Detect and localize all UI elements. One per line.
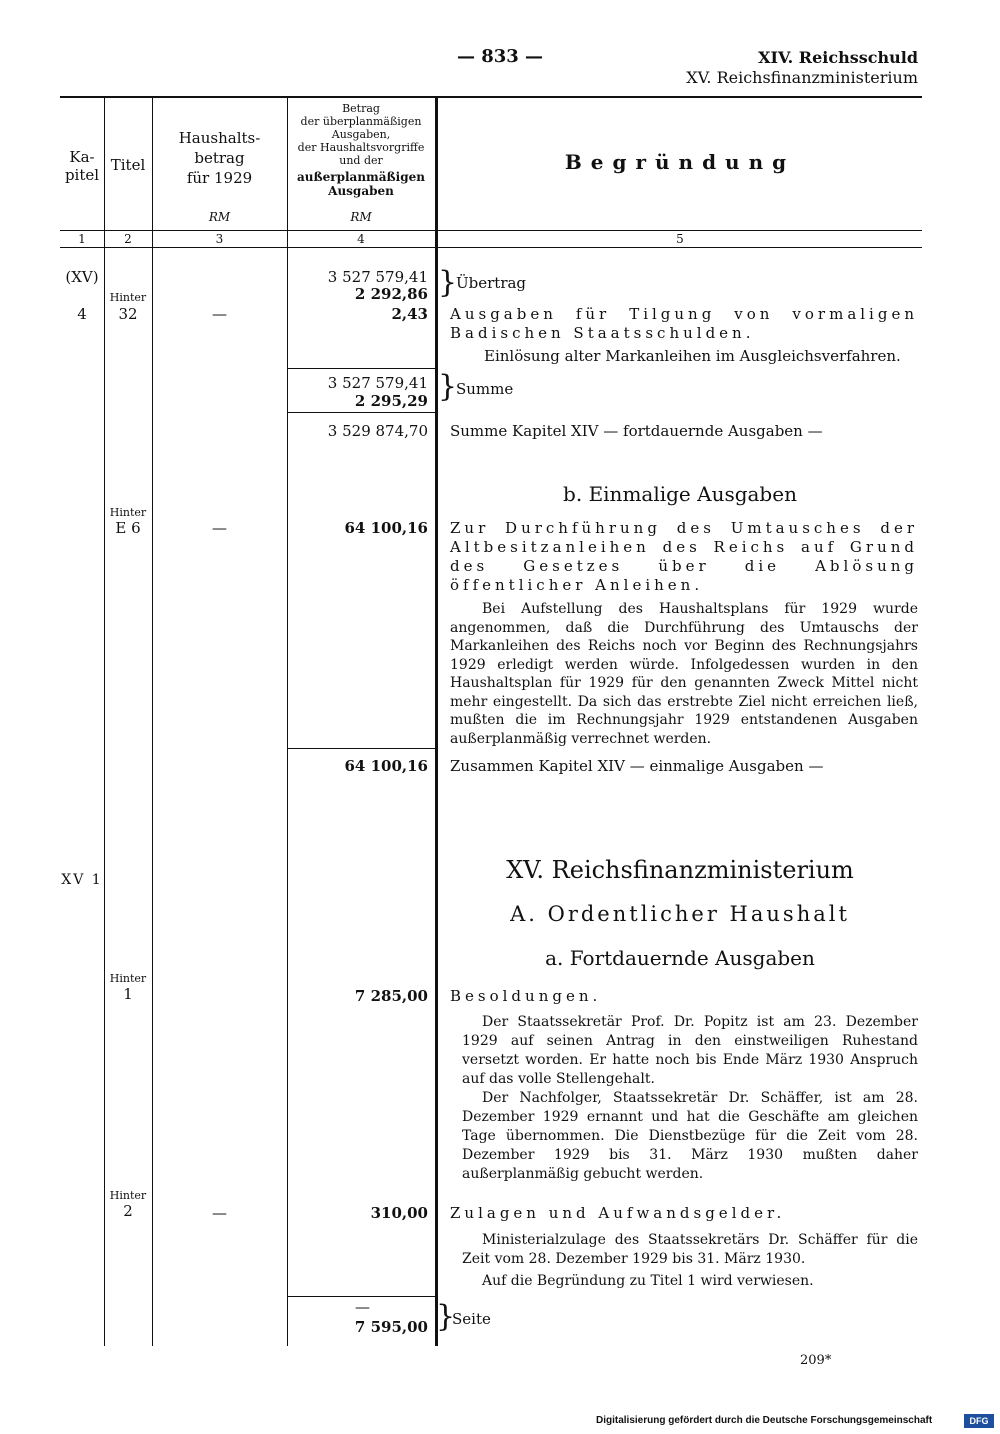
row-text: Auf die Begründung zu Titel 1 wird verwiesen. xyxy=(482,1273,814,1289)
brace: } xyxy=(438,265,458,300)
amount-cell: 3 529 874,70 xyxy=(327,422,428,440)
amount-cell: 2 295,29 xyxy=(354,392,428,410)
chapter-subtitle: A. Ordentlicher Haushalt xyxy=(510,902,850,926)
column-divider-2 xyxy=(152,96,153,1346)
row-text: Summe Kapitel XIV — fortdauernde Ausgaben — xyxy=(450,422,823,440)
sum-rule xyxy=(287,368,435,369)
hinter-label: Hinter xyxy=(109,1189,147,1202)
amount-cell: 2,43 xyxy=(391,305,428,323)
page-number: — 833 — xyxy=(456,46,544,67)
amount-cell: 310,00 xyxy=(370,1204,428,1222)
running-title-1: XIV. Reichsschuld xyxy=(758,48,918,67)
table-top-rule xyxy=(60,96,922,98)
column-number-1: 1 xyxy=(78,232,86,246)
amount-cell: 7 285,00 xyxy=(354,987,428,1005)
titel-cell: 2 xyxy=(123,1202,133,1220)
row-heading: Besoldungen. xyxy=(450,987,602,1005)
kapitel-cell: XV 1 xyxy=(61,872,103,888)
amount-cell: 3 527 579,41 xyxy=(327,268,428,286)
header-kapitel: Ka- pitel xyxy=(64,148,100,184)
amount-cell: 7 595,00 xyxy=(354,1318,428,1336)
brace: } xyxy=(438,369,458,404)
chapter-title: XV. Reichsfinanzministerium xyxy=(506,856,854,884)
brace: } xyxy=(436,1299,456,1334)
hinter-label: Hinter xyxy=(109,972,147,985)
header-betrag-ausserplan: außerplanmäßigen Ausgaben xyxy=(297,170,425,198)
header-betrag: Betrag der überplanmäßigen Ausgaben, der Haushaltsvorgriffe und der xyxy=(297,102,425,167)
haushalt-cell: — xyxy=(212,305,227,323)
header-titel: Titel xyxy=(110,156,146,174)
header-begruendung: Begründung xyxy=(564,150,796,174)
section-heading: b. Einmalige Ausgaben xyxy=(563,482,797,506)
column-number-3: 3 xyxy=(215,232,224,246)
row-heading: Ausgaben für Tilgung von vormaligen Badischen Staatsschulden. xyxy=(450,305,918,342)
hinter-label: Hinter xyxy=(109,506,147,519)
haushalt-cell: — xyxy=(212,519,227,537)
haushalt-cell: — xyxy=(212,1204,227,1222)
titel-cell: E 6 xyxy=(115,519,141,537)
dfg-logo: DFG xyxy=(964,1414,994,1428)
column-number-rule-top xyxy=(60,230,922,231)
column-divider-3 xyxy=(287,96,288,1346)
amount-cell: 2 292,86 xyxy=(354,285,428,303)
row-text: Der Nachfolger, Staatssekretär Dr. Schäffer, ist am 28. Dezember 1929 ernannt und hat die Geschäfte am gleichen Tage übernommen. Die Dienstbezüge für die Zeit vom 28. Dezember 1929 bis 31. März 1930 mußten daher außerplanmäßig gebucht werden. xyxy=(462,1090,918,1182)
row-text: Übertrag xyxy=(456,274,527,292)
kapitel-cell: 4 xyxy=(77,305,87,323)
amount-cell: 3 527 579,41 xyxy=(327,374,428,392)
section-heading: a. Fortdauernde Ausgaben xyxy=(545,946,815,970)
amount-cell: 64 100,16 xyxy=(344,757,428,775)
titel-cell: 32 xyxy=(118,305,138,323)
row-text: Summe xyxy=(456,380,514,398)
dash: — xyxy=(355,1298,370,1316)
titel-cell: 1 xyxy=(123,985,133,1003)
header-haushalt: Haushalts- betrag für 1929 xyxy=(178,129,261,187)
row-text: Seite xyxy=(452,1310,491,1328)
amount-cell: 64 100,16 xyxy=(344,519,428,537)
sum-rule xyxy=(287,1296,435,1297)
header-betrag-unit: RM xyxy=(350,210,372,224)
sum-rule xyxy=(287,748,435,749)
sum-rule xyxy=(287,412,435,413)
row-text: Ministerialzulage des Staatssekretärs Dr. Schäffer für die Zeit vom 28. Dezember 1929 bis 31. März 1930. xyxy=(462,1232,918,1267)
sheet-number: 209* xyxy=(800,1353,832,1368)
header-haushalt-unit: RM xyxy=(208,210,231,224)
column-number-rule-bottom xyxy=(60,247,922,248)
row-heading: Zur Durchführung des Umtausches der Altbesitzanleihen des Reichs auf Grund des Gesetzes über die Ablösung öffentlicher Anleihen. xyxy=(450,519,918,594)
row-text: Bei Aufstellung des Haushaltsplans für 1929 wurde angenommen, daß die Durchführung des Umtauschs der Markanleihen des Reichs noch vor Beginn des Rechnungsjahrs 1929 erledigt werden würde. Infolgedessen wurden in den Haushaltsplan für 1929 für den genannten Zweck Mittel nicht mehr eingestellt. Da sich das erstrebte Ziel nicht erreichen ließ, mußten die im Rechnungsjahr 1929 entstandenen Ausgaben außerplanmäßig verrechnet werden. xyxy=(450,601,918,747)
row-text: Zusammen Kapitel XIV — einmalige Ausgaben — xyxy=(450,757,824,775)
row-text: Der Staatssekretär Prof. Dr. Popitz ist am 23. Dezember 1929 auf seinen Antrag in den einstweiligen Ruhestand versetzt worden. Er hatte noch bis Ende März 1930 Anspruch auf das volle Stellengehalt. xyxy=(462,1014,918,1087)
row-text: Einlösung alter Markanleihen im Ausgleichsverfahren. xyxy=(484,347,901,365)
column-number-4: 4 xyxy=(357,232,365,246)
digitization-note: Digitalisierung gefördert durch die Deutsche Forschungsgemeinschaft xyxy=(596,1415,933,1426)
column-number-2: 2 xyxy=(124,232,132,246)
hinter-label: Hinter xyxy=(109,291,147,304)
column-number-5: 5 xyxy=(676,232,684,246)
running-title-2: XV. Reichsfinanzministerium xyxy=(686,68,918,87)
row-heading: Zulagen und Aufwandsgelder. xyxy=(450,1204,786,1222)
kapitel-cell: (XV) xyxy=(65,268,99,286)
